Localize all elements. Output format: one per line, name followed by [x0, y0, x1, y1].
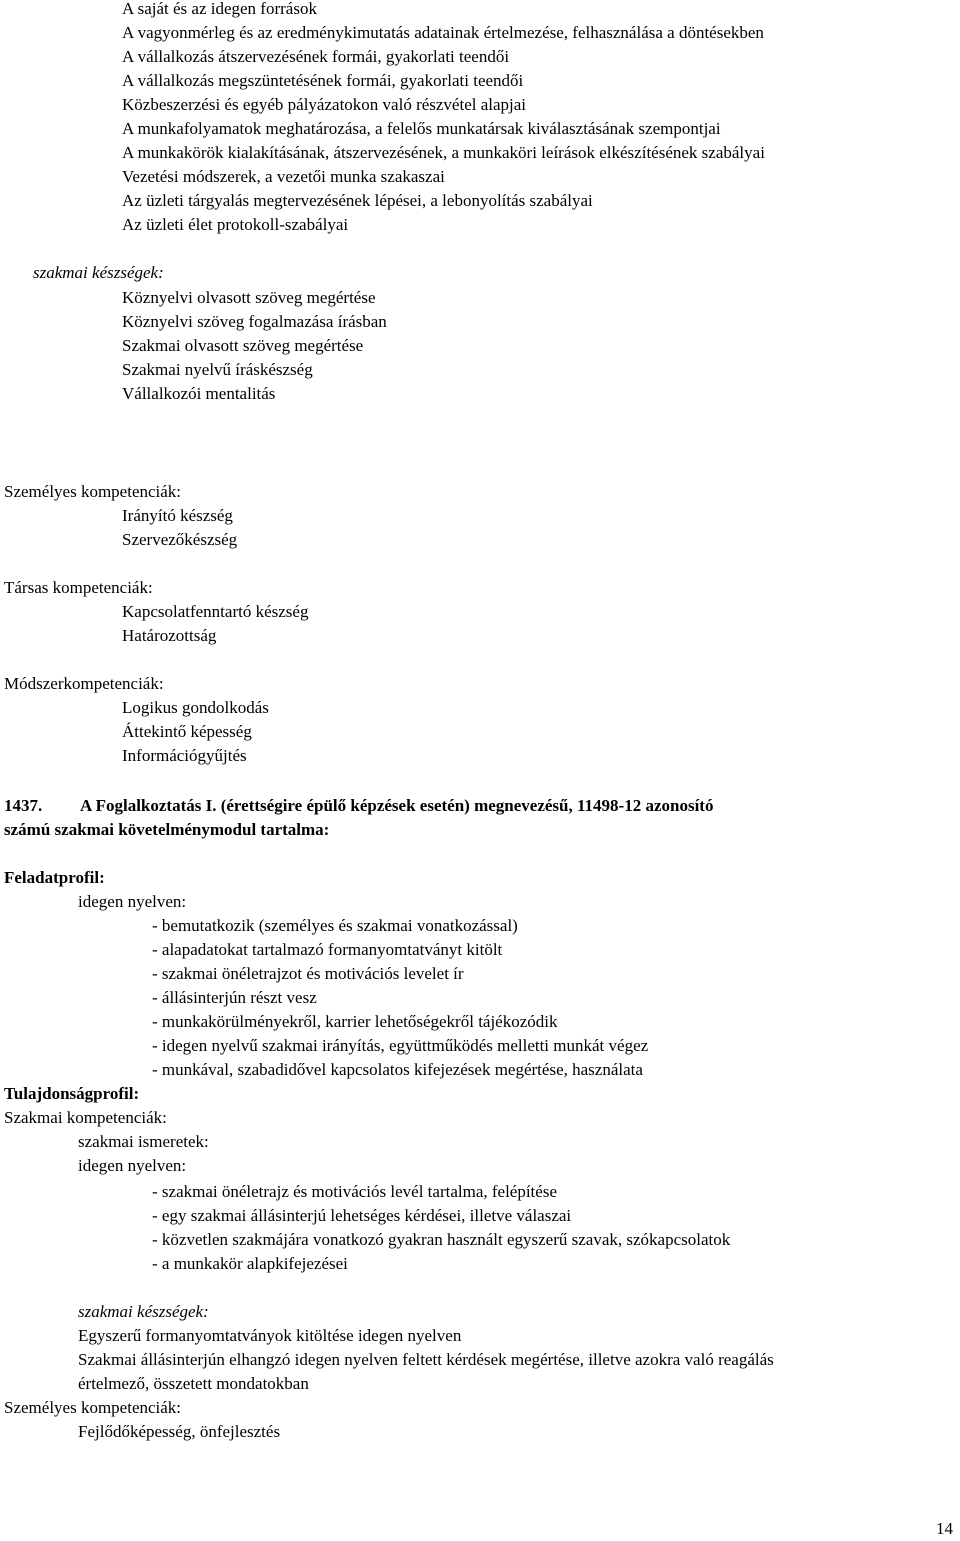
list-item: - egy szakmai állásinterjú lehetséges kérdései, illetve válaszai [152, 1206, 572, 1225]
list-item: értelmező, összetett mondatokban [78, 1374, 309, 1393]
knowledge-subheading: szakmai ismeretek: [78, 1132, 209, 1151]
list-item: - közvetlen szakmájára vonatkozó gyakran használt egyszerű szavak, szókapcsolatok [152, 1230, 731, 1249]
list-item: Szakmai olvasott szöveg megértése [122, 336, 364, 355]
list-item: Fejlődőképesség, önfejlesztés [78, 1422, 281, 1441]
skills-heading: szakmai készségek: [78, 1302, 209, 1321]
list-item: A munkakörök kialakításának, átszervezésének, a munkaköri leírások elkészítésének szabályai [122, 143, 765, 162]
list-item: Információgyűjtés [122, 746, 247, 765]
list-item: - munkakörülményekről, karrier lehetőségekről tájékozódik [152, 1012, 558, 1031]
list-item: Közbeszerzési és egyéb pályázatokon való részvétel alapjai [122, 95, 527, 114]
list-item: A vagyonmérleg és az eredménykimutatás adatainak értelmezése, felhasználása a döntésekben [122, 23, 764, 42]
list-item: Kapcsolatfenntartó készség [122, 602, 309, 621]
list-item: Az üzleti élet protokoll-szabályai [122, 215, 349, 234]
section-title-cont: számú szakmai követelménymodul tartalma: [4, 820, 330, 839]
list-item: A saját és az idegen források [122, 0, 317, 18]
page-number: 14 [936, 1519, 953, 1538]
list-item: Köznyelvi olvasott szöveg megértése [122, 288, 376, 307]
list-item: Irányító készség [122, 506, 233, 525]
social-competences-heading: Társas kompetenciák: [4, 578, 153, 597]
list-item: Köznyelvi szöveg fogalmazása írásban [122, 312, 387, 331]
list-item: Áttekintő képesség [122, 722, 252, 741]
list-item: - szakmai önéletrajzot és motivációs levelet ír [152, 964, 464, 983]
list-item: A munkafolyamatok meghatározása, a felelős munkatársak kiválasztásának szempontjai [122, 119, 721, 138]
property-profile-heading: Tulajdonságprofil: [4, 1084, 140, 1103]
personal-competences-heading: Személyes kompetenciák: [4, 482, 182, 501]
list-item: Egyszerű formanyomtatványok kitöltése idegen nyelven [78, 1326, 462, 1345]
list-item: Az üzleti tárgyalás megtervezésének lépései, a lebonyolítás szabályai [122, 191, 593, 210]
list-item: A vállalkozás átszervezésének formái, gyakorlati teendői [122, 47, 510, 66]
list-item: - a munkakör alapkifejezései [152, 1254, 348, 1273]
list-item: - szakmai önéletrajz és motivációs levél tartalma, felépítése [152, 1182, 557, 1201]
language-subheading: idegen nyelven: [78, 892, 187, 911]
method-competences-heading: Módszerkompetenciák: [4, 674, 164, 693]
list-item: Határozottság [122, 626, 217, 645]
list-item: Szakmai állásinterjún elhangzó idegen nyelven feltett kérdések megértése, illetve azokra való reagálás [78, 1350, 774, 1369]
list-item: A vállalkozás megszüntetésének formái, gyakorlati teendői [122, 71, 524, 90]
task-profile-heading: Feladatprofil: [4, 868, 105, 887]
list-item: Logikus gondolkodás [122, 698, 269, 717]
list-item: - munkával, szabadidővel kapcsolatos kifejezések megértése, használata [152, 1060, 643, 1079]
section-number: 1437. [4, 796, 43, 815]
list-item: - idegen nyelvű szakmai irányítás, együttműködés melletti munkát végez [152, 1036, 649, 1055]
section-title: A Foglalkoztatás I. (érettségire épülő képzések esetén) megnevezésű, 11498-12 azonosító [80, 796, 714, 815]
language-subheading: idegen nyelven: [78, 1156, 187, 1175]
list-item: - állásinterjún részt vesz [152, 988, 317, 1007]
personal-competences-heading: Személyes kompetenciák: [4, 1398, 182, 1417]
list-item: - alapadatokat tartalmazó formanyomtatványt kitölt [152, 940, 503, 959]
professional-competences-heading: Szakmai kompetenciák: [4, 1108, 167, 1127]
skills-heading: szakmai készségek: [33, 263, 164, 282]
list-item: Szakmai nyelvű íráskészség [122, 360, 313, 379]
list-item: - bemutatkozik (személyes és szakmai vonatkozással) [152, 916, 518, 935]
list-item: Vállalkozói mentalitás [122, 384, 276, 403]
list-item: Vezetési módszerek, a vezetői munka szakaszai [122, 167, 445, 186]
list-item: Szervezőkészség [122, 530, 238, 549]
